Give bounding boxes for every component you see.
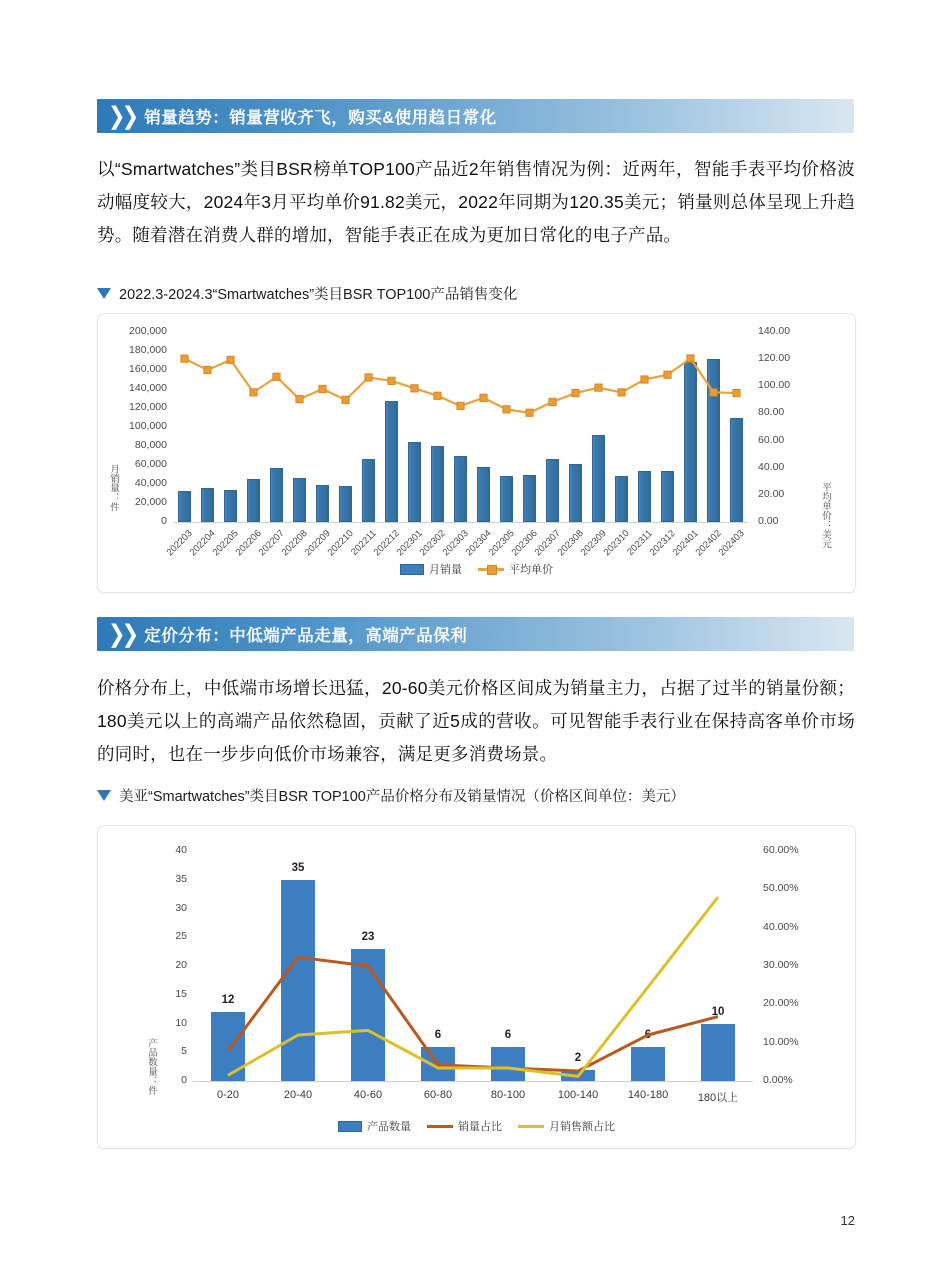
line-marker [503, 406, 510, 413]
line-marker [365, 374, 372, 381]
x-axis-tick: 202207 [256, 528, 287, 559]
chart-card-price-distribution [97, 825, 856, 1149]
figure-caption-2-text: 美亚“Smartwatches”类目BSR TOP100产品价格分布及销量情况（价格区间单位：美元） [119, 789, 685, 805]
x-axis-tick: 202304 [463, 528, 494, 559]
line-marker [388, 377, 395, 384]
line-marker [618, 389, 625, 396]
x-axis-tick: 140-180 [627, 1089, 669, 1101]
y-axis-tick-left: 10 [175, 1016, 187, 1029]
y-axis-title-left: 产品数量：件 [146, 1038, 157, 1095]
y-axis-tick-left: 5 [181, 1045, 187, 1058]
double-chevron-icon: ❯❯ [108, 102, 136, 130]
x-axis-tick: 202305 [486, 528, 517, 559]
x-axis-tick: 202209 [302, 528, 333, 559]
y-axis-tick-left: 0 [181, 1074, 187, 1086]
y-axis-tick-left: 0 [161, 515, 167, 527]
x-axis-tick: 0-20 [216, 1089, 240, 1101]
line-marker [664, 371, 671, 378]
y-axis-tick-right: 80.00 [758, 406, 785, 419]
x-axis-tick: 202208 [279, 528, 310, 559]
chart-price-distribution [98, 826, 855, 1148]
y-axis-tick-right: 60.00 [758, 433, 785, 446]
bar-data-label: 23 [361, 930, 375, 943]
line-marker [273, 373, 280, 380]
line-marker [733, 389, 740, 396]
section-title-2: 定价分布：中低端产品走量，高端产品保利 [144, 627, 468, 645]
x-axis-tick: 202402 [693, 528, 724, 559]
line-marker [319, 385, 326, 392]
legend-label: 平均单价 [509, 564, 553, 576]
x-axis-tick: 202302 [417, 528, 448, 559]
y-axis-tick-left: 120,000 [129, 401, 167, 413]
x-axis-tick: 202309 [578, 528, 609, 559]
legend-bar-swatch [338, 1121, 362, 1132]
section-banner-2 [97, 617, 854, 651]
chart-legend [98, 1118, 855, 1134]
y-axis-tick-right: 0.00 [758, 515, 779, 527]
chart-card-sales-trend [97, 313, 856, 593]
y-axis-tick-right: 100.00 [758, 379, 791, 392]
y-axis-tick-left: 140,000 [129, 382, 167, 394]
line-marker [250, 389, 257, 396]
y-axis-tick-left: 30 [175, 901, 187, 914]
y-axis-tick-left: 20 [175, 959, 187, 971]
triangle-bullet-icon [97, 288, 111, 299]
y-axis-tick-right: 10.00% [763, 1035, 799, 1048]
line-marker [181, 355, 188, 362]
legend-line-swatch [427, 1125, 453, 1128]
legend-item[interactable] [427, 1118, 502, 1134]
x-axis-tick: 202211 [348, 528, 379, 558]
bar-data-label: 2 [574, 1051, 582, 1064]
line-marker [526, 409, 533, 416]
x-axis-tick: 202311 [624, 528, 655, 558]
x-axis-tick: 202401 [670, 528, 701, 559]
line-marker [342, 396, 349, 403]
x-axis-tick: 202312 [647, 528, 678, 559]
y-axis-tick-left: 40 [175, 844, 187, 856]
legend-line-swatch [518, 1125, 544, 1128]
x-axis-tick: 60-80 [423, 1089, 453, 1101]
line-marker [457, 402, 464, 409]
y-axis-tick-right: 0.00% [763, 1074, 793, 1086]
line-marker [434, 392, 441, 399]
bar-data-label: 6 [434, 1028, 442, 1041]
legend-bar-swatch [400, 564, 424, 575]
section-title-1: 销量趋势：销量营收齐飞，购买&使用趋日常化 [144, 109, 497, 127]
x-axis-tick: 202306 [509, 528, 540, 559]
y-axis-tick-right: 20.00% [763, 997, 799, 1010]
y-axis-tick-left: 180,000 [129, 344, 167, 356]
line-path [228, 897, 718, 1076]
x-axis-tick: 202204 [187, 528, 218, 559]
line-marker [572, 389, 579, 396]
line-marker [204, 366, 211, 373]
x-axis-tick: 202210 [325, 528, 356, 559]
legend-item[interactable] [478, 561, 553, 577]
y-axis-tick-left: 60,000 [134, 458, 167, 470]
x-axis-tick: 202205 [210, 528, 241, 559]
bar-data-label: 6 [644, 1028, 652, 1041]
line-marker [641, 376, 648, 383]
y-axis-title-right: 平均单价：美元 [820, 482, 831, 549]
section-paragraph-1: 以“Smartwatches”类目BSR榜单TOP100产品近2年销售情况为例：近两年，智能手表平均价格波动幅度较大，2024年3月平均单价91.82美元，2022年同期为120.35美元；销量则总体呈现上升趋势。随着潜在消费人群的增加，智能手表正在成为更加日常化的电子产品。 [97, 159, 855, 245]
x-axis-tick: 202310 [601, 528, 632, 559]
legend-marker [487, 565, 497, 575]
section-paragraph-2: 价格分布上，中低端市场增长迅猛，20-60美元价格区间成为销量主力，占据了过半的销量份额；180美元以上的高端产品依然稳固，贡献了近5成的营收。可见智能手表行业在保持高客单价市场的同时，也在一步步向低价市场兼容，满足更多消费场景。 [97, 678, 855, 764]
y-axis-tick-left: 80,000 [134, 439, 167, 451]
legend-item[interactable] [518, 1118, 615, 1134]
line-marker [710, 389, 717, 396]
legend-label: 产品数量 [367, 1121, 411, 1133]
figure-caption-2 [97, 785, 685, 806]
x-axis-tick: 202303 [440, 528, 471, 559]
y-axis-tick-right: 120.00 [758, 352, 791, 365]
bar-data-label: 10 [711, 1005, 725, 1018]
legend-label: 月销量 [429, 564, 462, 576]
x-axis-tick: 180以上 [697, 1092, 739, 1104]
x-axis-tick: 202206 [233, 528, 264, 559]
chart-legend [98, 561, 855, 577]
y-axis-tick-left: 40,000 [134, 477, 167, 489]
y-axis-tick-left: 35 [175, 872, 187, 885]
figure-caption-1-text: 2022.3-2024.3“Smartwatches”类目BSR TOP100产品销售变化 [119, 287, 518, 303]
y-axis-tick-left: 100,000 [129, 420, 167, 432]
x-axis-tick: 202308 [555, 528, 586, 559]
y-axis-tick-right: 50.00% [763, 882, 799, 895]
bar-data-label: 12 [221, 994, 235, 1006]
y-axis-tick-left: 15 [175, 987, 187, 1000]
y-axis-tick-left: 20,000 [134, 496, 167, 508]
x-axis-tick: 20-40 [283, 1089, 313, 1101]
line-marker [296, 396, 303, 403]
y-axis-tick-left: 25 [175, 930, 187, 943]
y-axis-tick-right: 40.00 [758, 460, 785, 473]
x-axis-tick: 202403 [716, 528, 747, 559]
y-axis-tick-right: 30.00% [763, 959, 799, 971]
y-axis-title-left: 月销量：件 [108, 464, 119, 512]
page-number: 12 [840, 1213, 855, 1228]
legend-label: 月销售额占比 [549, 1121, 615, 1133]
y-axis-tick-left: 200,000 [129, 325, 167, 337]
legend-label: 销量占比 [458, 1121, 502, 1133]
y-axis-tick-left: 160,000 [129, 363, 167, 375]
legend-item[interactable] [338, 1118, 411, 1134]
x-axis-tick: 80-100 [490, 1089, 526, 1101]
line-marker [549, 398, 556, 405]
triangle-bullet-icon [97, 790, 111, 801]
x-axis-tick: 202212 [371, 528, 402, 559]
bar-data-label: 35 [291, 861, 305, 874]
figure-caption-1 [97, 283, 517, 304]
line-marker [411, 385, 418, 392]
line-marker [595, 384, 602, 391]
line-marker [480, 394, 487, 401]
y-axis-tick-right: 140.00 [758, 325, 791, 337]
legend-line-swatch [478, 568, 504, 571]
section-banner-1 [97, 99, 854, 133]
double-chevron-icon: ❯❯ [108, 620, 136, 648]
x-axis-tick: 40-60 [353, 1089, 383, 1101]
y-axis-tick-right: 20.00 [758, 487, 785, 500]
x-axis-tick: 202301 [394, 528, 425, 559]
line-marker [227, 356, 234, 363]
line-marker [687, 355, 694, 362]
bar-data-label: 6 [504, 1028, 512, 1041]
x-axis-tick: 100-140 [557, 1089, 599, 1101]
y-axis-tick-right: 60.00% [763, 844, 799, 856]
x-axis-tick: 202307 [532, 528, 563, 559]
chart-sales-trend [98, 314, 855, 592]
legend-item[interactable] [400, 561, 462, 577]
y-axis-tick-right: 40.00% [763, 920, 799, 933]
x-axis-tick: 202203 [164, 528, 195, 559]
line-path [228, 957, 718, 1071]
